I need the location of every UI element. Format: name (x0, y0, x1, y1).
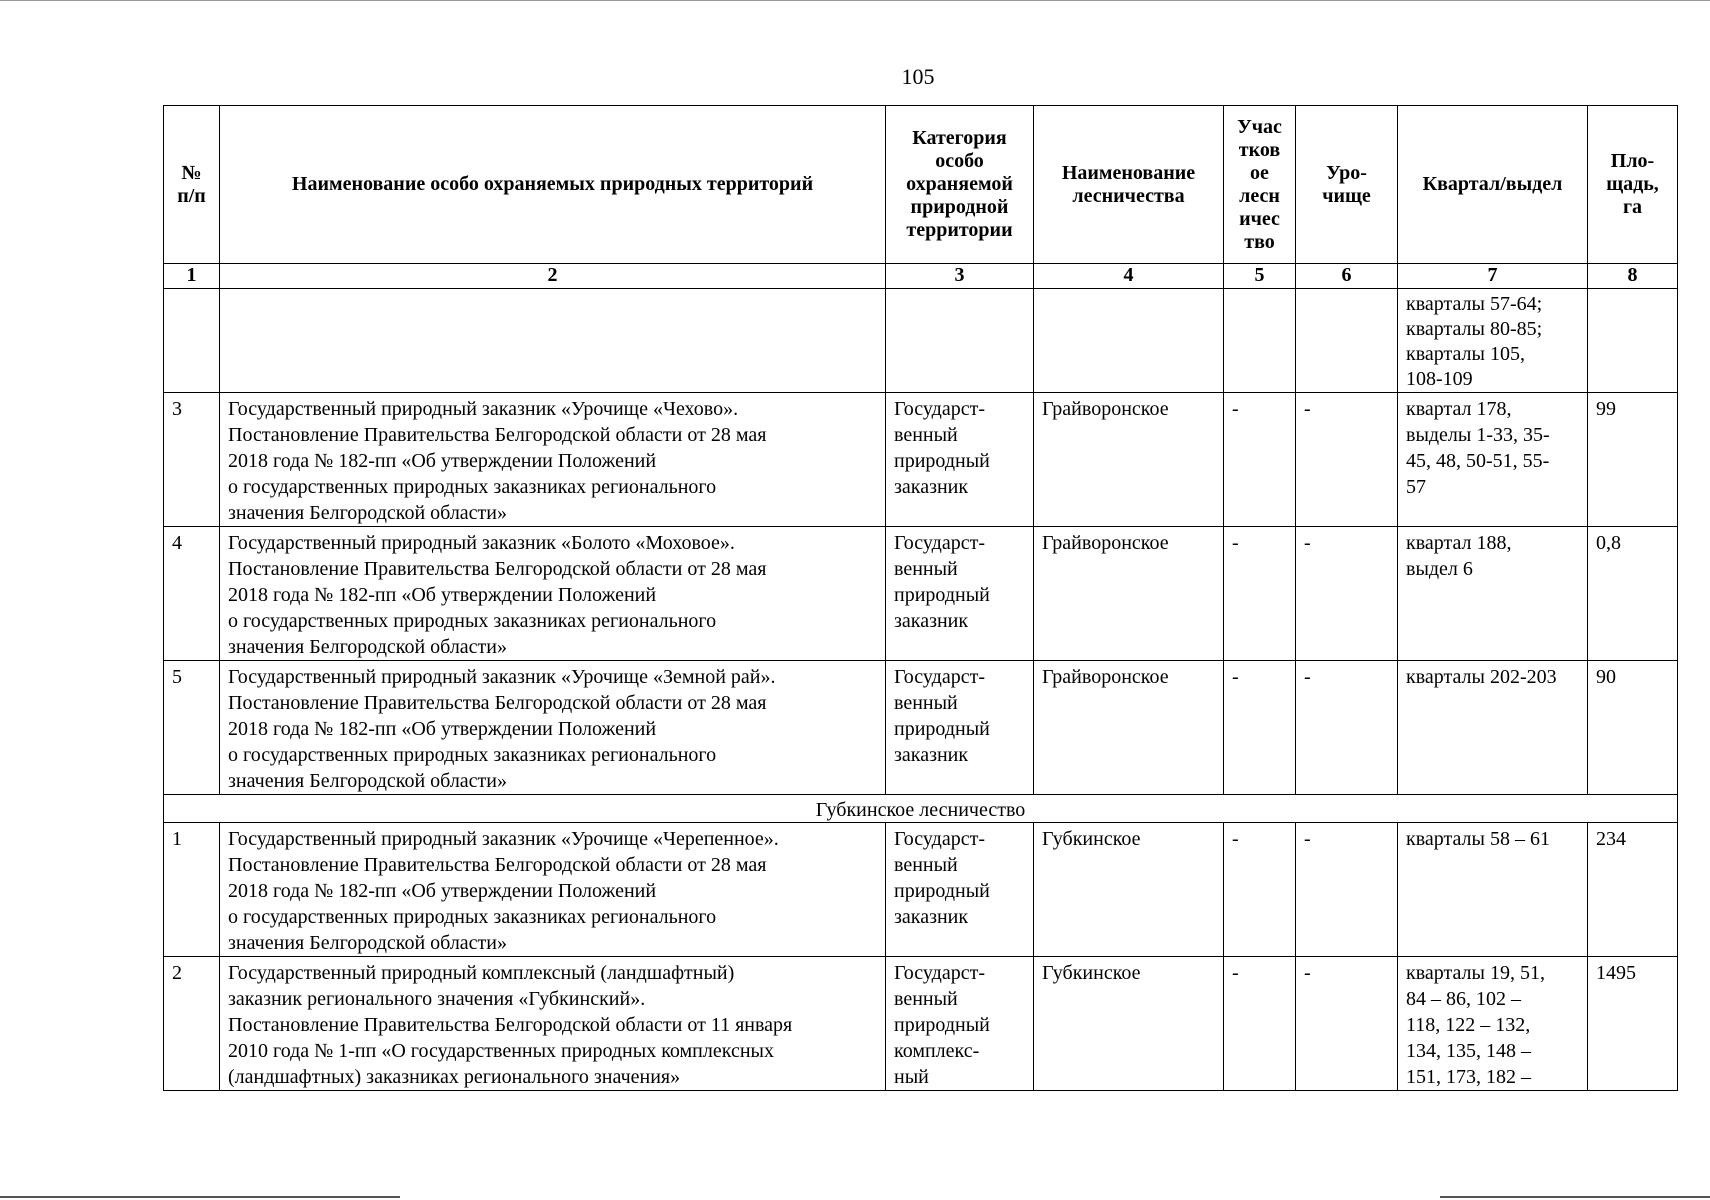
quarter-cell: кварталы 202-203 (1398, 661, 1588, 795)
tract-cell: - (1296, 393, 1398, 527)
table-row (164, 527, 1678, 661)
forestry-cell: Грайворонское (1034, 527, 1224, 661)
column-number: 6 (1296, 264, 1398, 289)
area-name: Государственный природный заказник «Урочище «Земной рай». Постановление Правительства Белгородской области от 28 мая 2018 года № 182-пп «Об утверждении Положений о государственных природных заказниках регионального значения Белгородской области» (220, 661, 886, 795)
area-name: Государственный природный заказник «Урочище «Черепенное». Постановление Правительства Белгородской области от 28 мая 2018 года № 182-пп «Об утверждении Положений о государственных природных заказниках регионального значения Белгородской области» (220, 823, 886, 957)
col-forestry-header: Наименование лесничества (1034, 106, 1224, 264)
col-tract-header: Уро- чище (1296, 106, 1398, 264)
bottom-scan-line (0, 1196, 400, 1198)
area-size: 90 (1588, 661, 1678, 795)
protected-areas-table (163, 105, 1678, 1091)
table-row (164, 957, 1678, 1091)
district-cell: - (1224, 393, 1296, 527)
category-cell: Государст- венный природный комплекс- ный (886, 957, 1034, 1091)
row-number: 4 (164, 527, 220, 661)
tract-cell: - (1296, 527, 1398, 661)
column-number: 7 (1398, 264, 1588, 289)
quarter-cell: квартал 188, выдел 6 (1398, 527, 1588, 661)
category-cell: Государст- венный природный заказник (886, 527, 1034, 661)
table-row (164, 661, 1678, 795)
category-cell: Государст- венный природный заказник (886, 661, 1034, 795)
forestry-cell: Грайворонское (1034, 393, 1224, 527)
category-cell: Государст- венный природный заказник (886, 393, 1034, 527)
column-number: 3 (886, 264, 1034, 289)
area-size: 99 (1588, 393, 1678, 527)
header-row (164, 106, 1678, 264)
area-name: Государственный природный заказник «Урочище «Чехово». Постановление Правительства Белгородской области от 28 мая 2018 года № 182-пп «Об утверждении Положений о государственных природных заказниках регионального значения Белгородской области» (220, 393, 886, 527)
area-size: 234 (1588, 823, 1678, 957)
table-row (164, 823, 1678, 957)
row-number: 5 (164, 661, 220, 795)
tract-cell: - (1296, 957, 1398, 1091)
forestry-cell: Губкинское (1034, 957, 1224, 1091)
district-cell: - (1224, 957, 1296, 1091)
page-number: 105 (901, 64, 935, 89)
column-number: 1 (164, 264, 220, 289)
row-number: 1 (164, 823, 220, 957)
forestry-cell: Губкинское (1034, 823, 1224, 957)
district-cell: - (1224, 527, 1296, 661)
table-row (164, 393, 1678, 527)
column-number: 2 (220, 264, 886, 289)
area-size: 1495 (1588, 957, 1678, 1091)
column-number: 5 (1224, 264, 1296, 289)
district-cell: - (1224, 823, 1296, 957)
row-number: 3 (164, 393, 220, 527)
col-district-header: Учас тков ое лесн ичес тво (1224, 106, 1296, 264)
category-cell: Государст- венный природный заказник (886, 823, 1034, 957)
forestry-cell: Грайворонское (1034, 661, 1224, 795)
quarter-cell: кварталы 58 – 61 (1398, 823, 1588, 957)
area-size: 0,8 (1588, 527, 1678, 661)
area-name: Государственный природный комплексный (ландшафтный) заказник регионального значения «Губкинский». Постановление Правительства Белгородской области от 11 января 2010 года № 1-пп «О государственных природных комплексных (ландшафтных) заказниках регионального значения» (220, 957, 886, 1091)
district-cell: - (1224, 661, 1296, 795)
top-scan-line (0, 0, 1710, 1)
quarter-cell: кварталы 57-64; кварталы 80-85; кварталы 105, 108-109 (1398, 289, 1588, 393)
col-area-header: Пло- щадь, га (1588, 106, 1678, 264)
continuation-row (164, 289, 1678, 393)
col-num-header: № п/п (164, 106, 220, 264)
bottom-scan-line-right (1440, 1196, 1710, 1198)
tract-cell: - (1296, 661, 1398, 795)
column-number-row (164, 264, 1678, 289)
area-name: Государственный природный заказник «Болото «Моховое». Постановление Правительства Белгородской области от 28 мая 2018 года № 182-пп «Об утверждении Положений о государственных природных заказниках регионального значения Белгородской области» (220, 527, 886, 661)
quarter-cell: квартал 178, выделы 1-33, 35- 45, 48, 50-51, 55- 57 (1398, 393, 1588, 527)
col-name-header: Наименование особо охраняемых природных территорий (220, 106, 886, 264)
section-title: Губкинское лесничество (164, 795, 1678, 823)
column-number: 8 (1588, 264, 1678, 289)
column-number: 4 (1034, 264, 1224, 289)
quarter-cell: кварталы 19, 51, 84 – 86, 102 – 118, 122 – 132, 134, 135, 148 – 151, 173, 182 – (1398, 957, 1588, 1091)
col-quarter-header: Квартал/выдел (1398, 106, 1588, 264)
col-category-header: Категория особо охраняемой природной территории (886, 106, 1034, 264)
row-number: 2 (164, 957, 220, 1091)
tract-cell: - (1296, 823, 1398, 957)
section-row (164, 795, 1678, 823)
